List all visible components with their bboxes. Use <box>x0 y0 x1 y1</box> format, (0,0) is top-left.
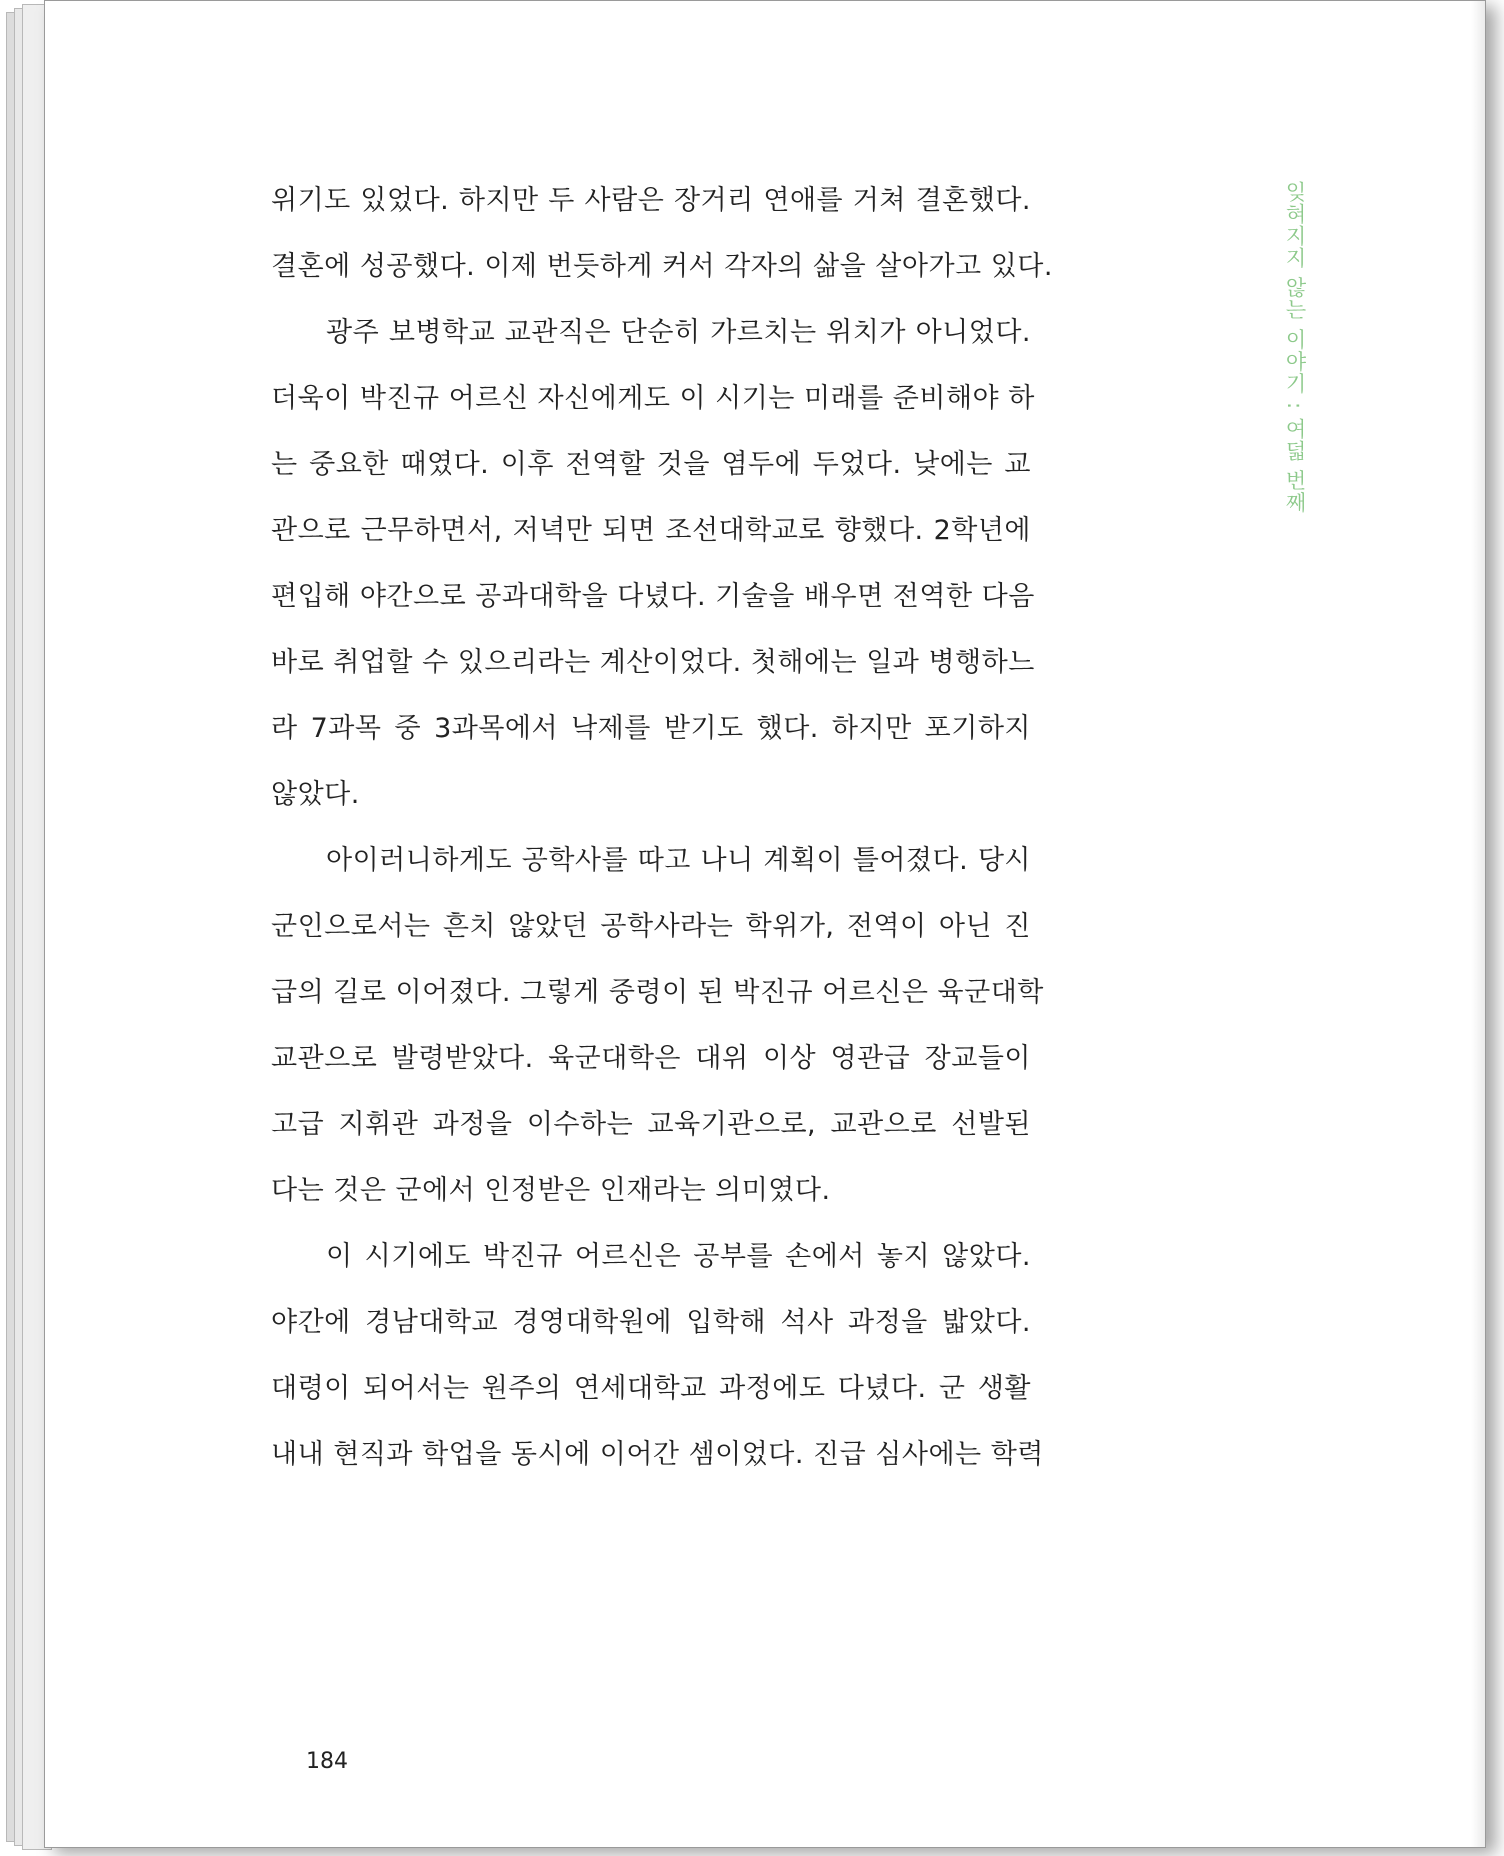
text-line: 군인으로서는 흔치 않았던 공학사라는 학위가, 전역이 아닌 진 <box>271 911 1031 942</box>
book-page <box>44 0 1486 1848</box>
text-line: 위기도 있었다. 하지만 두 사람은 장거리 연애를 거쳐 결혼했다. <box>271 185 1031 216</box>
text-line: 더욱이 박진규 어르신 자신에게도 이 시기는 미래를 준비해야 하 <box>271 383 1035 414</box>
text-line: 라 7과목 중 3과목에서 낙제를 받기도 했다. 하지만 포기하지 <box>271 713 1031 744</box>
text-line: 광주 보병학교 교관직은 단순히 가르치는 위치가 아니었다. <box>326 317 1031 348</box>
text-line: 관으로 근무하면서, 저녁만 되면 조선대학교로 향했다. 2학년에 <box>271 515 1031 546</box>
text-line: 아이러니하게도 공학사를 따고 나니 계획이 틀어졌다. 당시 <box>326 845 1031 876</box>
text-line: 교관으로 발령받았다. 육군대학은 대위 이상 영관급 장교들이 <box>271 1043 1031 1074</box>
text-line: 고급 지휘관 과정을 이수하는 교육기관으로, 교관으로 선발된 <box>271 1109 1031 1140</box>
text-line: 다는 것은 군에서 인정받은 인재라는 의미였다. <box>271 1175 831 1206</box>
text-line: 대령이 되어서는 원주의 연세대학교 과정에도 다녔다. 군 생활 <box>271 1373 1031 1404</box>
text-line: 급의 길로 이어졌다. 그렇게 중령이 된 박진규 어르신은 육군대학 <box>271 977 1044 1008</box>
text-line: 야간에 경남대학교 경영대학원에 입학해 석사 과정을 밟았다. <box>271 1307 1031 1338</box>
text-line: 결혼에 성공했다. 이제 번듯하게 커서 각자의 삶을 살아가고 있다. <box>271 251 1053 282</box>
text-line: 않았다. <box>271 779 360 810</box>
text-line: 편입해 야간으로 공과대학을 다녔다. 기술을 배우면 전역한 다음 <box>271 581 1035 612</box>
body-text <box>271 168 1053 1488</box>
text-line: 바로 취업할 수 있으리라는 계산이었다. 첫해에는 일과 병행하느 <box>271 647 1035 678</box>
page-number: 184 <box>306 1749 348 1774</box>
running-head: 잊혀지지 않는 이야기 : 여덟 번째 <box>1283 181 1307 514</box>
text-line: 는 중요한 때였다. 이후 전역할 것을 염두에 두었다. 낮에는 교 <box>271 449 1031 480</box>
text-line: 이 시기에도 박진규 어르신은 공부를 손에서 놓지 않았다. <box>326 1241 1031 1272</box>
text-line: 내내 현직과 학업을 동시에 이어간 셈이었다. 진급 심사에는 학력 <box>271 1439 1044 1470</box>
